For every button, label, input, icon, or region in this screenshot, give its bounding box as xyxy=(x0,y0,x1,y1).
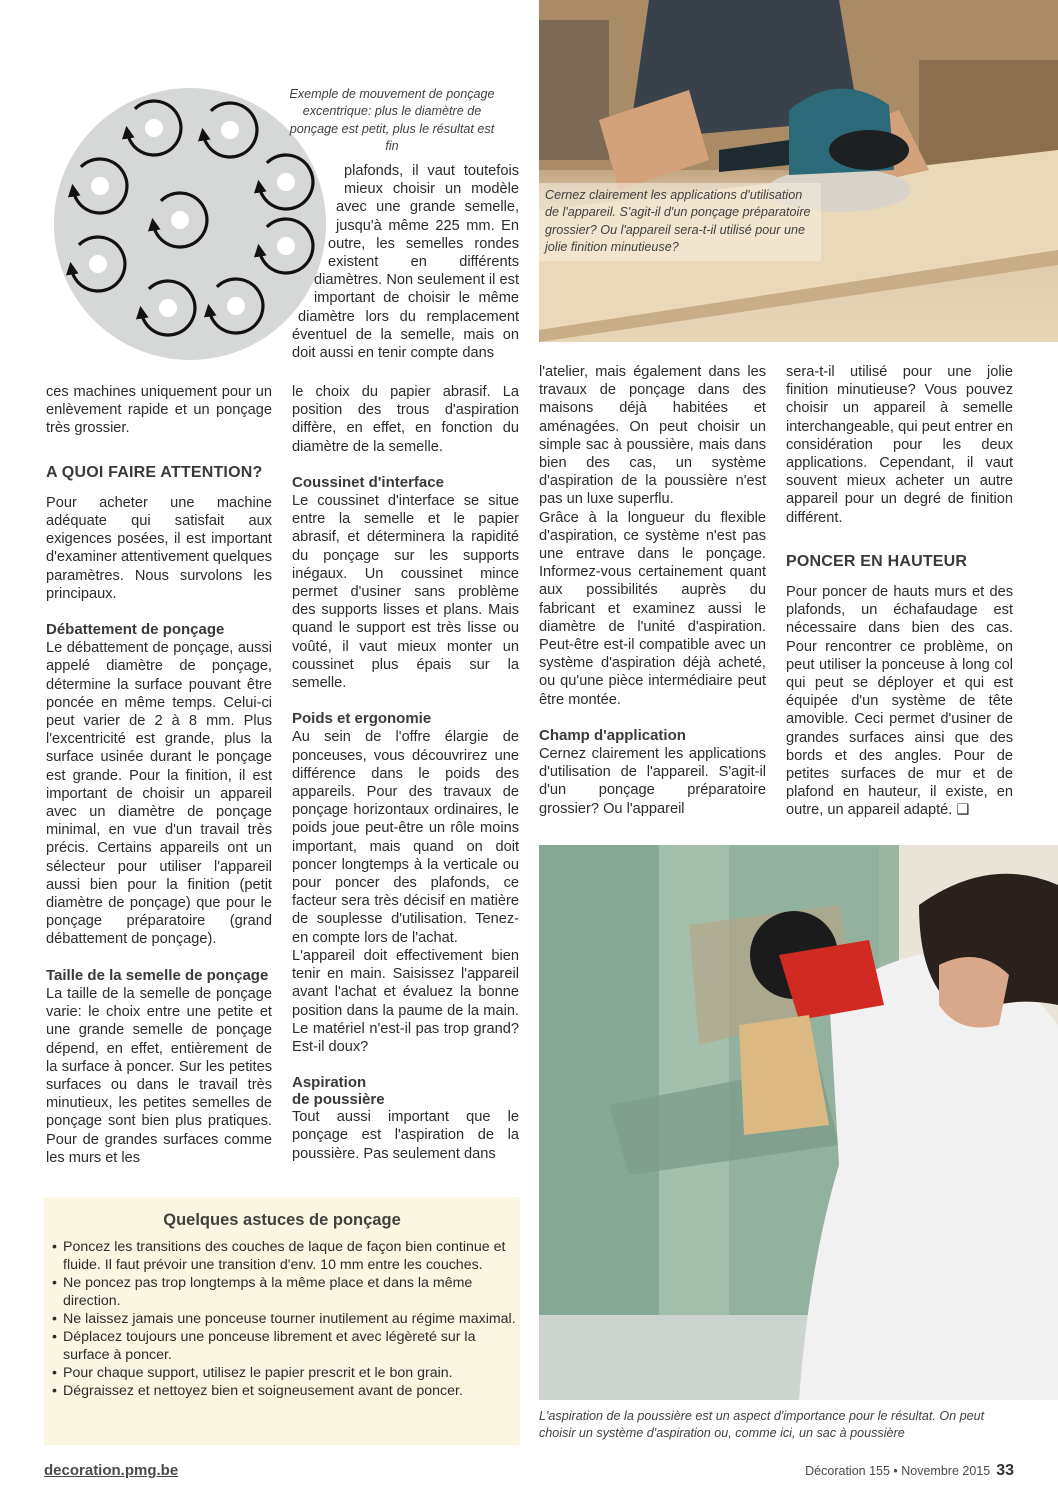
col1-intro: ces machines uniquement pour un enlèvement rapide et un ponçage très grossier. xyxy=(46,384,272,437)
suction-hole xyxy=(89,255,107,273)
heading-aspiration xyxy=(292,1074,519,1108)
col1-debattement-text: Le débattement de ponçage, aussi appelé diamètre de ponçage, détermine la surface pouvant être poncée en même temps. Celui-ci peut varier de 2 à 8 mm. Plus l'excentricité est grande, plus la surface usinée durant le ponçage est grande. Pour la finition, il est important de choisir un appareil avec un diamètre de ponçage minimal, en vue d'un travail très précis. Certains appareils ont un sélecteur pour utiliser l'appareil aussi bien pour la finition (petit diamètre de ponçage) que pour le ponçage préparatoire (grand débattement de ponçage). xyxy=(46,640,272,948)
website-link[interactable]: decoration.pmg.be xyxy=(44,1462,179,1479)
column-4 xyxy=(786,363,1013,820)
tips-list xyxy=(44,1238,520,1400)
suction-hole xyxy=(145,119,163,137)
column-1 xyxy=(46,383,272,1167)
heading-debattement: Débattement de ponçage xyxy=(46,621,225,639)
heading-hauteur: PONCER EN HAUTEUR xyxy=(786,552,968,570)
col3-text-2: Grâce à la longueur du flexible d'aspiration, ce système n'est pas une entrave dans le ponçage. Informez-vous certainement quant aux possibilités auprès du fabricant et examinez aussi le diamètre de l'unité d'aspiration. Peut-être est-il compatible avec un système d'aspiration déjà acheté, ou qu'une pièce intermédiaire peut être montée. xyxy=(539,509,766,708)
issue-info xyxy=(805,1462,1014,1480)
heading-aspiration-line-2: de poussière xyxy=(292,1091,385,1109)
tips-title: Quelques astuces de ponçage xyxy=(163,1211,401,1229)
tip-item: • Déplacez toujours une ponceuse librement et avec légèreté sur la surface à poncer. xyxy=(56,1328,520,1364)
diagram-caption: Exemple de mouvement de ponçage excentrique: plus le diamètre de ponçage est petit, plus le résultat est fin xyxy=(289,87,495,154)
heading-coussinet: Coussinet d'interface xyxy=(292,473,444,491)
suction-hole xyxy=(221,121,239,139)
tip-item: • Ne poncez pas trop longtemps à la même place et dans la même direction. xyxy=(56,1274,520,1310)
col2-cont-text: le choix du papier abrasif. La position des trous d'aspiration diffère, en effet, en fonction du diamètre de la semelle. xyxy=(292,384,519,455)
heading-champ: Champ d'application xyxy=(539,726,686,744)
col2-coussinet-text: Le coussinet d'interface se situe entre la semelle et le papier abrasif, et déterminera la rapidité du ponçage sur les supports inégaux. Un coussinet mince permet d'usiner sans problème des supports lisses et plans. Mais quand le support est très lisse ou voûté, il vaut mieux monter un coussinet plus épais sur la semelle. xyxy=(292,493,519,692)
col1-taille-text: La taille de la semelle de ponçage varie: le choix entre une petite et une grande semelle de ponçage dépend, en effet, entièrement de la surface à poncer. Sur les petites surfaces ou dans le travail très minutieux, les petites semelles de ponçage sont bien plus pratiques. Pour de grandes surfaces comme les murs et les xyxy=(46,985,272,1166)
col3-champ-text: Cernez clairement les applications d'utilisation de l'appareil. S'agit-il d'un ponçage préparatoire grossier? Ou l'appareil xyxy=(539,746,766,817)
issue-text: Décoration 155 • Novembre 2015 xyxy=(805,1464,991,1478)
column-3 xyxy=(539,363,766,818)
tip-item: • Ne laissez jamais une ponceuse tourner inutilement au régime maximal. xyxy=(56,1310,520,1328)
top-photo-caption: Cernez clairement les applications d'utilisation de l'appareil. S'agit-il d'un ponçage préparatoire grossier? Ou l'appareil sera-t-il utilisé pour une jolie finition minutieuse? xyxy=(539,183,821,261)
tip-item: • Dégraissez et nettoyez bien et soigneusement avant de poncer. xyxy=(56,1382,520,1400)
suction-hole xyxy=(171,211,189,229)
woman-sanding-door-photo xyxy=(539,845,1058,1400)
suction-hole xyxy=(159,299,177,317)
col3-text-1: l'atelier, mais également dans les travaux de ponçage dans des maisons déjà habitées et aménagées. On peut choisir un simple sac à poussière, mais dans bien des cas, un système d'aspiration de la poussière n'est pas un luxe superflu. xyxy=(539,364,766,508)
col2-top-text: plafonds, il vaut toutefois mieux choisir un modèle avec une grande semelle, jusqu'à même 225 mm. En outre, les semelles rondes existent en différents diamètres. Non seulement il est important de choisir le même diamètre lors du remplacement éventuel de la semelle, mais on doit aussi en tenir compte dans xyxy=(292,163,519,362)
heading-poids: Poids et ergonomie xyxy=(292,710,432,728)
column-2 xyxy=(292,383,519,1163)
page-number: 33 xyxy=(996,1462,1014,1479)
col4-text-1: sera-t-il utilisé pour une jolie finition minutieuse? Vous pouvez choisir un appareil à semelle interchangeable, qui peut entrer en considération pour les deux applications. Cependant, il vaut souvent mieux acheter un autre appareil pour un degré de finition différent. xyxy=(786,364,1013,526)
heading-aspiration-line-1: Aspiration xyxy=(292,1074,367,1092)
suction-hole xyxy=(227,297,245,315)
col2-poids-text: Au sein de l'offre élargie de ponceuses, vous découvrirez une différence dans le poids des appareils. Pour des travaux de ponçage horizontaux ordinaires, le poids joue peut-être un rôle moins important, mais quand on doit poncer longtemps à la verticale ou pour poncer des plafonds, ce facteur sera très décisif en matière de souplesse d'utilisation. Tenez-en compte lors de l'achat. xyxy=(292,729,519,946)
column-2-top xyxy=(292,162,519,362)
col2-aspiration-text: Tout aussi important que le ponçage est l'aspiration de la poussière. Pas seulement dans xyxy=(292,1109,519,1162)
suction-hole xyxy=(91,177,109,195)
col2-poids-text-2: L'appareil doit effectivement bien tenir en main. Saisissez l'appareil avant l'achat et évaluez la bonne position dans la paume de la main. Le matériel n'est-il pas trop grand? Est-il doux? xyxy=(292,947,519,1055)
heading-taille: Taille de la semelle de ponçage xyxy=(46,966,269,984)
col4-hauteur-text: Pour poncer de hauts murs et des plafonds, un échafaudage est nécessaire dans bien des cas. Pour rencontrer ce problème, on peut utiliser la ponceuse à long col qui peut se déployer et qui est équipée d'un système de tête amovible. Ceci permet d'usiner de grandes surfaces ainsi que des bords et des angles. Pour de petites surfaces de mur et de plafond en hauteur, il existe, en outre, un appareil adapté. ❑ xyxy=(786,584,1013,819)
tip-item: • Pour chaque support, utilisez le papier prescrit et le bon grain. xyxy=(56,1364,520,1382)
heading-attention: A QUOI FAIRE ATTENTION? xyxy=(46,463,263,481)
bottom-photo-caption: L'aspiration de la poussière est un aspect d'importance pour le résultat. On peut choisir un système d'aspiration ou, comme ici, un sac à poussière xyxy=(539,1409,985,1441)
sander-on-table-photo xyxy=(539,0,1058,342)
tips-box xyxy=(44,1197,520,1445)
col1-attention-text: Pour acheter une machine adéquate qui satisfait aux exigences posées, il est important d'examiner attentivement quelques paramètres. Nous survolons les principaux. xyxy=(46,494,272,602)
tip-item: • Poncez les transitions des couches de laque de façon bien continue et fluide. Il faut prévoir une transition d'env. 10 mm entre les couches. xyxy=(56,1238,520,1274)
end-mark: ❑ xyxy=(956,802,970,819)
